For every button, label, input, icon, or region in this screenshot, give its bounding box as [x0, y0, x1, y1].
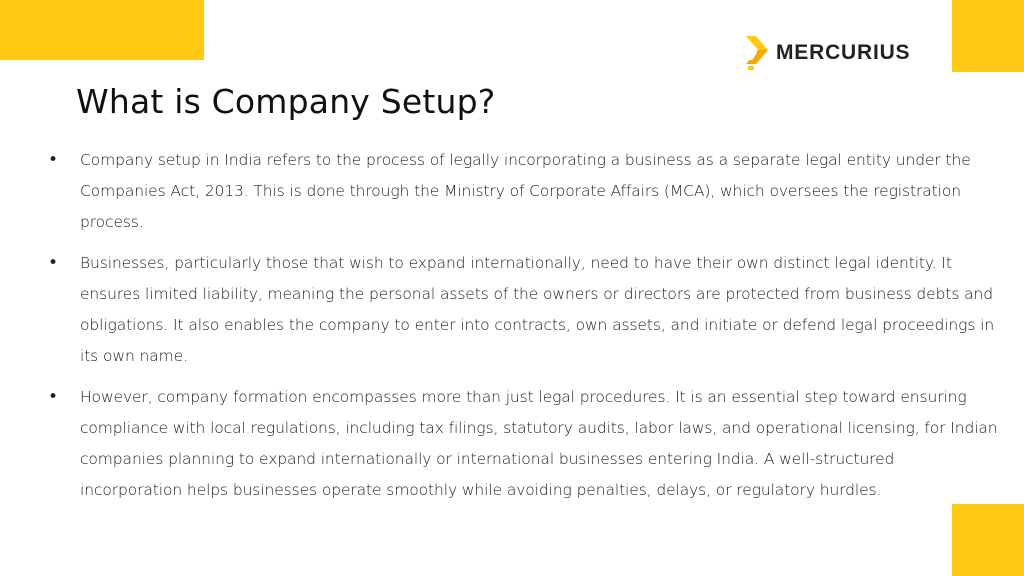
bullet-item — [48, 248, 1000, 372]
bullet-text: However, company formation encompasses more than just legal procedures. It is an essential step toward ensuring compliance with local regulations, including tax filings, statutory audits, labor laws, and operational licensing, for Indian companies planning to expand internationally or international businesses entering India. A well-structured incorporation helps businesses operate smoothly while avoiding penalties, delays, or regulatory hurdles. — [80, 388, 998, 499]
mercurius-logo-icon — [744, 36, 770, 70]
bullet-list — [48, 145, 1000, 516]
corner-accent-top-left — [0, 0, 204, 60]
brand-logo — [744, 36, 910, 70]
bullet-dot-icon: • — [48, 150, 59, 170]
brand-name: MERCURIUS — [776, 41, 911, 64]
bullet-text: Company setup in India refers to the process of legally incorporating a business as a separate legal entity under the Companies Act, 2013. This is done through the Ministry of Corporate Affairs (MCA), which oversees the registration process. — [80, 151, 971, 231]
bullet-text: Businesses, particularly those that wish to expand internationally, need to have their own distinct legal identity. It ensures limited liability, meaning the personal assets of the owners or directors are protected from business debts and obligations. It also enables the company to enter into contracts, own assets, and initiate or defend legal proceedings in its own name. — [80, 254, 995, 365]
bullet-item — [48, 145, 1000, 238]
bullet-item — [48, 382, 1000, 506]
corner-accent-top-right — [952, 0, 1024, 72]
bullet-dot-icon: • — [48, 253, 59, 273]
slide-title: What is Company Setup? — [76, 82, 496, 121]
bullet-dot-icon: • — [48, 387, 59, 407]
